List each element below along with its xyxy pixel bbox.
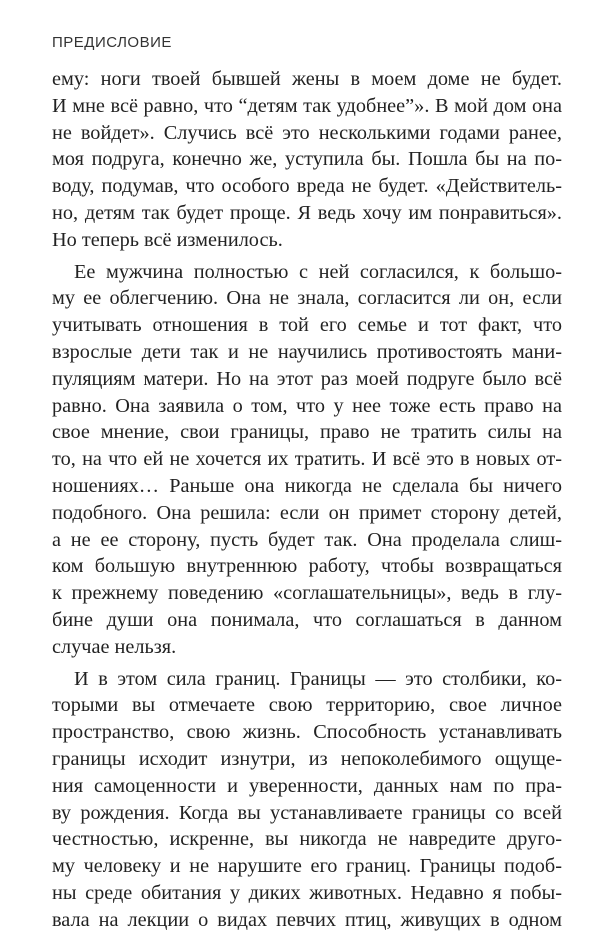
text-line: подобного. Она решила: если он примет сторону детей, [52, 501, 562, 524]
text-line: равно. Она заявила о том, что у нее тоже есть право на [52, 394, 562, 417]
text-line: моя подруга, конечно же, уступила бы. Пошла бы на по- [52, 148, 562, 171]
text-line: пуляциям матери. Но на этот раз моей подруге было всё [52, 367, 562, 390]
text-line: вала на лекции о видах певчих птиц, живущих в одном [52, 908, 562, 931]
text-line: взрослые дети так и не научились противостоять мани- [52, 340, 562, 363]
text-line: не войдет». Случись всё это несколькими годами ранее, [52, 121, 562, 144]
text-line: ны среде обитания у диких животных. Недавно я побы- [52, 881, 562, 904]
text-line: а не ее сторону, пусть будет так. Она проделала слиш- [52, 528, 562, 551]
text-line: учитывать отношения в той его семье и тот факт, что [52, 314, 562, 337]
text-line: И мне всё равно, что “детям так удобнее”». В мой дом она [52, 94, 562, 117]
text-line: воду, подумав, что особого вреда не будет. «Действитель- [52, 175, 562, 198]
text-line: свое мнение, свои границы, право не тратить силы на [52, 421, 562, 444]
text-line: ему: ноги твоей бывшей жены в моем доме не будет. [52, 68, 562, 90]
text-line: честностью, искренне, вы никогда не навредите друго- [52, 828, 562, 851]
text-line: му человеку и не нарушите его границ. Границы подоб- [52, 855, 562, 878]
text-line: случае нельзя. [52, 635, 177, 658]
body-text [52, 66, 562, 934]
running-header: ПРЕДИСЛОВИЕ [52, 34, 172, 51]
text-line: ком большую внутреннюю работу, чтобы возвращаться [52, 555, 562, 578]
text-line: ношениях… Раньше она никогда не сделала бы ничего [52, 474, 562, 497]
paragraph-1 [52, 66, 562, 254]
text-line: ния самоценности и уверенности, данных нам по пра- [52, 774, 562, 797]
text-line: но, детям так будет проще. Я ведь хочу им понравиться». [52, 201, 562, 224]
text-line: границы исходит изнутри, из непоколебимого ощуще- [52, 747, 562, 770]
text-line: Но теперь всё изменилось. [52, 228, 283, 251]
text-line: пространство, свою жизнь. Способность устанавливать [52, 721, 562, 744]
text-line: торыми вы отмечаете свою территорию, свое личное [52, 694, 562, 717]
text-line: к прежнему поведению «соглашательницы», ведь в глу- [52, 582, 562, 605]
text-line: бине души она понимала, что соглашаться в данном [52, 608, 562, 631]
text-line: Ее мужчина полностью с ней согласился, к большо- [74, 260, 562, 283]
text-line: ву рождения. Когда вы устанавливаете границы со всей [52, 801, 562, 824]
paragraph-3 [52, 666, 562, 934]
text-line: му ее облегчению. Она не знала, согласится ли он, если [52, 287, 562, 310]
paragraph-2 [52, 259, 562, 661]
text-line: то, на что ей не хочется их тратить. И всё это в новых от- [52, 448, 562, 471]
text-line: И в этом сила границ. Границы — это столбики, ко- [74, 667, 562, 690]
